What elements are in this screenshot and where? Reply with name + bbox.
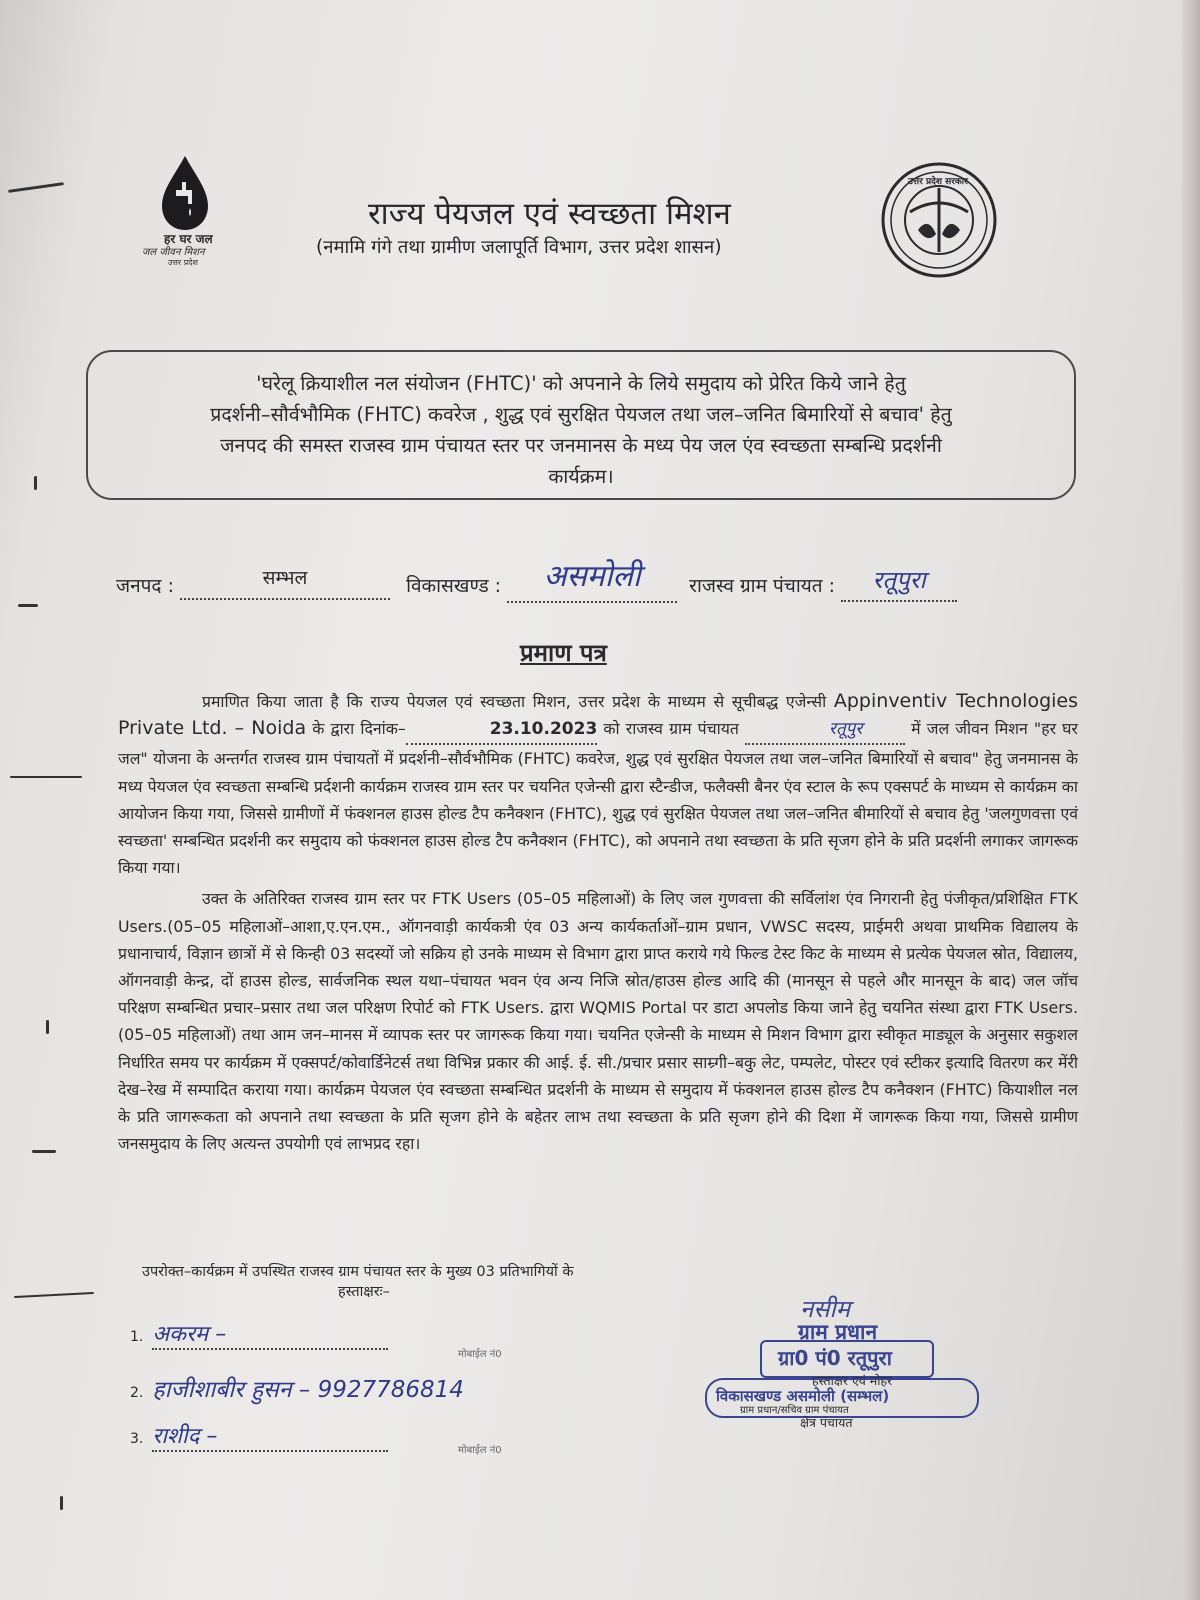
panchayat-label: राजस्व ग्राम पंचायत : bbox=[689, 575, 836, 597]
mobile-label: मोबाईल नं0 bbox=[458, 1445, 502, 1456]
participant-signature: हाजीशाबीर हुसन – 9927786814 bbox=[152, 1377, 464, 1403]
location-row bbox=[116, 560, 957, 603]
participants-heading-line-1: उपरोक्त–कार्यक्रम में उपस्थित राजस्व ग्राम पंचायत स्तर के मुख्य 03 प्रतिभागियों के bbox=[142, 1264, 574, 1280]
program-date: 23.10.2023 bbox=[406, 716, 598, 745]
block-value: असमोली bbox=[543, 559, 641, 594]
panchayat-field bbox=[841, 567, 957, 602]
paragraph-1 bbox=[118, 688, 1078, 881]
block-label: विकासखण्ड : bbox=[406, 575, 502, 597]
panchayat-value: रतूपुरा bbox=[872, 566, 926, 594]
stamp-line-2: ग्रा0 पं0 रतूपुरा bbox=[778, 1346, 892, 1370]
p1-date-suffix: को राजस्व ग्राम पंचायत bbox=[603, 719, 739, 739]
participant-signature: राशीद – bbox=[152, 1420, 388, 1452]
participant-number: 2. bbox=[130, 1385, 144, 1401]
stamp-line-3: हस्ताक्षर एवं मोहर bbox=[812, 1373, 893, 1388]
program-banner bbox=[86, 350, 1076, 500]
participant-signature: अकरम – bbox=[152, 1318, 388, 1350]
pradhan-signature: नसीम bbox=[800, 1295, 851, 1323]
district-field bbox=[180, 567, 390, 600]
margin-mark bbox=[34, 476, 37, 490]
mission-title: राज्य पेयजल एवं स्वच्छता मिशन bbox=[368, 196, 731, 232]
stamp-line-1: ग्राम प्रधान bbox=[798, 1320, 878, 1344]
up-government-seal bbox=[880, 160, 998, 280]
banner-line-1: 'घरेलू क्रियाशील नल संयोजन (FHTC)' को अपनाने के लिये समुदाय को प्रेरित किये जाने हेतु bbox=[256, 372, 906, 395]
banner-line-4: कार्यक्रम। bbox=[548, 465, 614, 488]
banner-line-3: जनपद की समस्त राजस्व ग्राम पंचायत स्तर पर जनमानस के मध्य पेय जल एंव स्वच्छता सम्बन्धि प्रदर्शनी bbox=[220, 434, 942, 457]
stamp-line-4: विकासखण्ड असमोली (सम्भल) bbox=[716, 1387, 890, 1405]
participant-number: 3. bbox=[130, 1431, 144, 1447]
logo-text-2: जल जीवन मिशन bbox=[142, 247, 205, 258]
participants-heading bbox=[142, 1262, 574, 1302]
participant-row-1 bbox=[130, 1318, 388, 1350]
block-field bbox=[507, 560, 677, 603]
margin-mark bbox=[10, 776, 82, 778]
margin-mark bbox=[32, 1150, 56, 1153]
district-label: जनपद : bbox=[116, 575, 174, 597]
p1-rest: में जल जीवन मिशन "हर घर जल" योजना के अन्तर्गत राजस्व ग्राम पंचायतों में प्रदर्शनी–सौर्वभौमिक (FHTC) कवरेज, शुद्ध एवं सुरक्षित पेयजल तथा जल–जनित बिमारियों से बचाव" हेतु जनमानस के मध्य पेयजल एंव स्वच्छता सम्बन्धि प्रर्दशनी कार्यक्रम राजस्व ग्राम स्तर पर चयनित एजेन्सी द्वारा स्टैन्डीज, फलैक्सी बैनर एंव स्टाल के रूप एक्सपर्ट के माध्यम से कार्यक्रम का आयोजन किया गया, जिससे ग्रामीणों में फंक्शनल हाउस होल्ड टैप कनैक्शन (FHTC), शुद्ध एवं सुरक्षित पेयजल तथा जल–जनित बीमारियों से बचाव हेतु 'जलगुणवत्ता एवं स्वच्छता' सम्बन्धित प्रदर्शनी कर समुदाय को फंक्शनल हाउस होल्ड टैप कनैक्शन (FHTC), को अपनाने तथा स्वच्छता के प्रति सृजग होने के प्रति प्रदर्शनी लगाकर जागरूक किया गया। bbox=[118, 719, 1078, 878]
mobile-label: मोबाईल नं0 bbox=[458, 1349, 502, 1360]
margin-mark bbox=[8, 182, 64, 193]
participant-row-3 bbox=[130, 1420, 388, 1452]
har-ghar-jal-logo bbox=[130, 150, 240, 270]
margin-mark bbox=[14, 1292, 94, 1298]
paragraph-2: उक्त के अतिरिक्त राजस्व ग्राम स्तर पर FTK Users (05–05 महिलाओं) के लिए जल गुणवत्ता की सर्विलांश एंव निगरानी हेतु पंजीकृत/प्रशिक्षित FTK Users.(05–05 महिलाओं–आशा,ए.एन.एम., ऑगनवाड़ी कार्यकत्री एंव 03 अन्य कार्यकर्ताओं–ग्राम प्रधान, VWSC सदस्य, प्राईमरी अथवा प्राथमिक विद्यालय के प्रधानाचार्य, विज्ञान छात्रों में से किन्ही 03 सदस्यों जो सक्रिय हो उनके माध्यम से विभाग द्वारा प्राप्त कराये गये फिल्ड टेस्ट किट के माध्यम से प्रत्येक पेयजल स्रोत, विद्यालय, ऑगनवाड़ी केन्द्र, दों हाउस होल्ड, सार्वजनिक स्थल यथा–पंचायत भवन एंव अन्य निजि स्रोत/हाउस होल्ड आदि की (मानसून से पहले और मानसून के बाद) जल जॉच परिक्षण सम्बन्धित प्रचार–प्रसार तथा जल परिक्षण रिपोर्ट को FTK Users. द्वारा WQMIS Portal पर डाटा अपलोड किया जाने हेतु चयनित संस्था द्वारा FTK Users.(05–05 महिलाओं) तथा आम जन–मानस में व्यापक स्तर पर जागरूक किया गया। चयनित एजेन्सी के माध्यम से मिशन विभाग द्वारा स्वीकृत माड्यूल के अनुसार सकुशल निर्धारित समय पर कार्यक्रम में एक्सपर्ट/कोवार्डिनेटर्स तथा विभिन्न प्रकार की आई. ई. सी./प्रचार प्रसार साम्र्गी–बकु लेट, पम्पलेट, पोस्टर एवं स्टीकर इत्यादि वितरण कर मेंरी देख–रेख में सम्पादित कराया गया। कार्यक्रम पेयजल एंव स्वच्छता सम्बन्धित प्रदर्शनी के माध्यम से समुदाय में फंक्शनल हाउस होल्ड टैप कनैक्शन (FHTC) कियाशील नल के प्रति जागरूकता को अपनाने तथा स्वच्छता के प्रति सृजग होने के बहेतर लाभ तथा स्वच्छता के प्रति सृजग होने की दिशा में जागरूक किया गया, जिससे ग्रामीण जनसमुदाय के लिए अत्यन्त उपयोगी एवं लाभप्रद रहा। bbox=[118, 889, 1078, 1154]
district-value: सम्भल bbox=[262, 567, 308, 589]
agency-name: Appinventiv Technologies Private Ltd. – Noida bbox=[118, 690, 1078, 740]
logo-text-1: हर घर जल bbox=[164, 232, 213, 246]
certificate-body bbox=[118, 688, 1078, 1157]
participants-heading-line-2: हस्ताक्षरः– bbox=[338, 1284, 390, 1300]
margin-mark bbox=[60, 1496, 63, 1510]
stamp-line-6: क्षेत्र पंचायत bbox=[800, 1415, 853, 1430]
logo-text-3: उत्तर प्रदेश bbox=[168, 258, 198, 267]
p1-start: प्रमाणित किया जाता है कि राज्य पेयजल एवं स्वच्छता मिशन, उत्तर प्रदेश के माध्यम से सूचीबद्ध एजेन्सी bbox=[202, 692, 827, 711]
seal-text: उत्तर प्रदेश सरकार bbox=[908, 177, 968, 187]
margin-mark bbox=[18, 604, 38, 607]
panchayat-inline: रतूपुर bbox=[745, 716, 905, 745]
p1-date-prefix: के द्वारा दिनांक– bbox=[312, 719, 406, 739]
banner-line-2: प्रदर्शनी–सौर्वभौमिक (FHTC) कवरेज , शुद्ध एवं सुरक्षित पेयजल तथा जल–जनित बिमारियों से बचाव' हेतु bbox=[210, 403, 952, 426]
margin-mark bbox=[46, 1020, 49, 1034]
page-edge bbox=[1182, 0, 1200, 1600]
stamp-line-5: ग्राम प्रधान/सचिव ग्राम पंचायत bbox=[740, 1405, 849, 1416]
participant-number: 1. bbox=[130, 1329, 144, 1345]
certificate-title: प्रमाण पत्र bbox=[520, 639, 607, 667]
participant-row-2 bbox=[130, 1372, 464, 1404]
mission-subtitle: (नमामि गंगे तथा ग्रामीण जलापूर्ति विभाग, उत्तर प्रदेश शासन) bbox=[316, 237, 722, 258]
